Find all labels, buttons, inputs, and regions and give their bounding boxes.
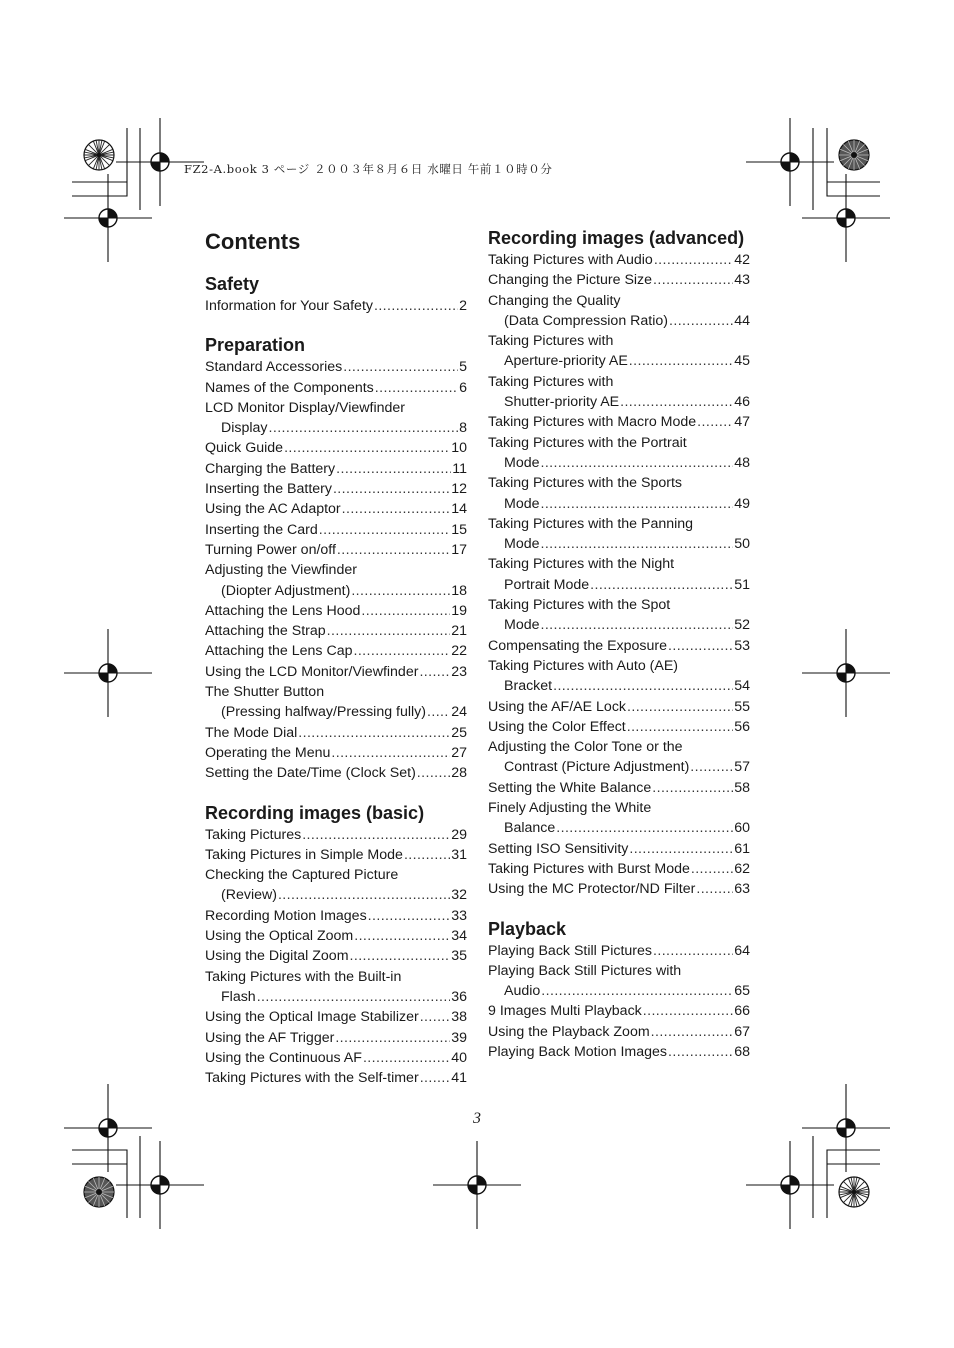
toc-page-number: 8 — [459, 420, 467, 437]
print-header: FZ2-A.book 3 ページ ２００３年８月６日 水曜日 午前１０時０分 — [184, 162, 553, 176]
toc-page-number: 47 — [734, 414, 750, 431]
toc-entry-title: Standard Accessories — [205, 359, 343, 376]
toc-page-number: 51 — [734, 576, 750, 593]
toc-entry[interactable] — [205, 1048, 467, 1068]
toc-entry-title: Taking Pictures — [205, 826, 302, 843]
toc-entry[interactable] — [205, 967, 467, 1008]
toc-entry-title: LCD Monitor Display/Viewfinder — [205, 399, 406, 416]
toc-entry-title: Taking Pictures with Audio — [488, 252, 653, 268]
toc-entry[interactable] — [488, 798, 750, 839]
toc-entry-title: Taking Pictures with — [488, 373, 614, 390]
toc-entry-title: Taking Pictures in Simple Mode — [205, 846, 403, 863]
toc-page-number: 48 — [734, 454, 750, 471]
dot-leader — [652, 778, 733, 798]
toc-entry-title: Attaching the Strap — [205, 623, 326, 640]
dot-leader — [654, 250, 733, 270]
toc-page-number: 52 — [734, 617, 750, 634]
toc-entry[interactable] — [488, 514, 750, 555]
toc-entry-title: Checking the Captured Picture — [205, 867, 399, 884]
dot-leader — [342, 499, 451, 519]
dot-leader — [417, 763, 450, 783]
dot-leader — [298, 723, 450, 743]
toc-entry[interactable] — [488, 473, 750, 514]
toc-entry[interactable] — [488, 859, 750, 879]
toc-entry[interactable] — [205, 743, 467, 763]
dot-leader — [643, 1001, 733, 1021]
toc-entry-title: Attaching the Lens Cap — [205, 643, 353, 660]
dot-leader — [651, 1022, 734, 1042]
toc-entry[interactable] — [488, 291, 750, 332]
toc-page-number: 10 — [451, 440, 467, 457]
toc-entry[interactable] — [205, 1068, 467, 1088]
dot-leader — [541, 494, 734, 514]
toc-entry[interactable] — [205, 682, 467, 723]
toc-entry[interactable] — [488, 961, 750, 1002]
dot-leader — [374, 296, 458, 316]
toc-section-recording-images-advanced — [488, 226, 750, 900]
toc-page-number: 57 — [734, 759, 750, 776]
toc-entry[interactable] — [488, 879, 750, 899]
toc-page-number: 6 — [459, 379, 467, 396]
dot-leader — [420, 1007, 451, 1027]
toc-entry-title: Taking Pictures with Auto (AE) — [488, 657, 679, 674]
toc-entry[interactable] — [488, 656, 750, 697]
dot-leader — [363, 1048, 450, 1068]
toc-page-number: 15 — [451, 521, 467, 538]
dot-leader — [697, 412, 733, 432]
dot-leader — [690, 757, 733, 777]
toc-entry-title: Quick Guide — [205, 440, 284, 457]
toc-page-number: 17 — [451, 541, 467, 558]
toc-entry[interactable] — [488, 331, 750, 372]
toc-entry-title: Taking Pictures with — [488, 333, 614, 350]
toc-entry-title: Compensating the Exposure — [488, 637, 668, 654]
toc-entry-title: Taking Pictures with Burst Mode — [488, 860, 690, 877]
toc-page-number: 29 — [451, 826, 467, 843]
toc-entry[interactable] — [205, 499, 467, 519]
dot-leader — [361, 601, 450, 621]
toc-entry-continuation: Balance — [504, 820, 556, 837]
dot-leader — [337, 540, 450, 560]
toc-page-number: 42 — [734, 252, 750, 268]
toc-page-number: 27 — [451, 744, 467, 761]
toc-page-number: 28 — [451, 765, 467, 782]
dot-leader — [284, 438, 450, 458]
dot-leader — [668, 636, 733, 656]
toc-entry-continuation: (Pressing halfway/Pressing fully) — [221, 704, 427, 721]
toc-entry-title: Taking Pictures with the Self-timer — [205, 1070, 419, 1087]
dot-leader — [629, 351, 733, 371]
toc-entry[interactable] — [205, 296, 467, 316]
toc-entry-title: Taking Pictures with the Spot — [488, 597, 671, 614]
dot-leader — [541, 534, 734, 554]
toc-entry-continuation: Shutter-priority AE — [504, 394, 620, 411]
toc-entry-title: Playing Back Still Pictures with — [488, 962, 682, 979]
toc-entry-title: Taking Pictures with the Panning — [488, 515, 694, 532]
dot-leader — [327, 621, 451, 641]
toc-entry-title: Playing Back Still Pictures — [488, 942, 653, 959]
toc-entry-continuation: Mode — [504, 617, 540, 634]
toc-entry-title: Inserting the Card — [205, 521, 318, 538]
toc-entry-continuation: Audio — [504, 983, 541, 1000]
toc-entry[interactable] — [488, 595, 750, 636]
dot-leader — [691, 859, 733, 879]
toc-entry-continuation: (Data Compression Ratio) — [504, 312, 669, 329]
toc-entry-continuation: Contrast (Picture Adjustment) — [504, 759, 690, 776]
toc-page-number: 40 — [451, 1049, 467, 1066]
dot-leader — [343, 357, 458, 377]
section-heading: Recording images (basic) — [205, 802, 425, 823]
toc-page-number: 65 — [734, 983, 750, 1000]
toc-entry-title: Setting ISO Sensitivity — [488, 840, 629, 857]
toc-entry[interactable] — [205, 357, 467, 377]
toc-entry-title: Using the AF/AE Lock — [488, 698, 627, 715]
toc-entry[interactable] — [488, 778, 750, 798]
page-title: Contents — [205, 229, 301, 254]
dot-leader — [541, 981, 733, 1001]
toc-entry-title: Using the Optical Zoom — [205, 928, 354, 945]
toc-entry-title: Setting the White Balance — [488, 779, 652, 796]
toc-section-preparation — [205, 333, 467, 783]
toc-entry-continuation: Mode — [504, 495, 540, 512]
dot-leader — [350, 946, 451, 966]
toc-page-number: 36 — [451, 988, 467, 1005]
toc-section-playback — [488, 917, 750, 1063]
toc-entry-title: Using the AF Trigger — [205, 1029, 335, 1046]
toc-entry[interactable] — [488, 737, 750, 778]
dot-leader — [653, 941, 733, 961]
toc-page-number: 19 — [451, 602, 467, 619]
contents-right-column — [488, 226, 750, 1062]
dot-leader — [553, 676, 733, 696]
toc-entry-title: Changing the Picture Size — [488, 272, 653, 289]
toc-page-number: 11 — [452, 460, 467, 477]
toc-entry[interactable] — [205, 906, 467, 926]
toc-entry-title: Taking Pictures with the Portrait — [488, 434, 687, 451]
toc-entry-title: Changing the Quality — [488, 292, 621, 309]
toc-page-number: 62 — [734, 860, 750, 877]
toc-entry[interactable] — [205, 825, 467, 845]
toc-page-number: 34 — [451, 928, 467, 945]
dot-leader — [556, 818, 733, 838]
toc-entry[interactable] — [488, 941, 750, 961]
toc-entry[interactable] — [205, 378, 467, 398]
dot-leader — [354, 926, 450, 946]
dot-leader — [668, 1042, 733, 1062]
toc-page-number: 63 — [734, 881, 750, 898]
dot-leader — [368, 906, 451, 926]
toc-entry-title: Adjusting the Color Tone or the — [488, 739, 683, 756]
toc-entry[interactable] — [488, 554, 750, 595]
toc-page-number: 18 — [451, 582, 467, 599]
toc-page-number: 58 — [734, 779, 750, 796]
contents-left-column — [205, 226, 467, 1088]
toc-page-number: 23 — [451, 663, 467, 680]
section-heading: Safety — [205, 274, 260, 294]
dot-leader — [351, 581, 450, 601]
toc-entry[interactable] — [488, 1022, 750, 1042]
toc-page-number: 64 — [734, 942, 750, 959]
toc-entry-continuation: (Diopter Adjustment) — [221, 582, 351, 599]
toc-page-number: 39 — [451, 1029, 467, 1046]
dot-leader — [319, 520, 450, 540]
toc-entry-title: Using the Continuous AF — [205, 1049, 362, 1066]
toc-page-number: 50 — [734, 536, 750, 553]
toc-entry-title: Using the Playback Zoom — [488, 1023, 650, 1040]
dot-leader — [404, 845, 450, 865]
toc-entry-continuation: Flash — [221, 988, 256, 1005]
dot-leader — [257, 987, 451, 1007]
page-number: 3 — [473, 1110, 481, 1127]
toc-page-number: 32 — [451, 887, 467, 904]
toc-entry-title: Adjusting the Viewfinder — [205, 562, 357, 579]
dot-leader — [653, 270, 733, 290]
section-heading: Playback — [488, 918, 567, 939]
toc-section-safety — [205, 272, 467, 316]
dot-leader — [669, 311, 733, 331]
toc-entry[interactable] — [488, 717, 750, 737]
toc-entry-title: Turning Power on/off — [205, 541, 336, 558]
toc-entry-continuation: Mode — [504, 536, 540, 553]
toc-entry[interactable] — [205, 560, 467, 601]
toc-page-number: 46 — [734, 394, 750, 411]
toc-page-number: 66 — [734, 1003, 750, 1020]
dot-leader — [335, 1028, 450, 1048]
toc-entry[interactable] — [488, 839, 750, 859]
toc-page-number: 21 — [451, 623, 467, 640]
toc-page-number: 61 — [734, 840, 750, 857]
dot-leader — [354, 641, 451, 661]
toc-page-number: 22 — [451, 643, 467, 660]
toc-entry-continuation: Display — [221, 420, 268, 437]
toc-page-number: 25 — [451, 724, 467, 741]
toc-entry[interactable] — [488, 433, 750, 474]
toc-entry[interactable] — [205, 520, 467, 540]
section-heading: Recording images (advanced) — [488, 228, 745, 248]
toc-entry-title: Inserting the Battery — [205, 481, 332, 498]
toc-entry[interactable] — [205, 1007, 467, 1027]
toc-entry[interactable] — [205, 946, 467, 966]
toc-entry-continuation: Portrait Mode — [504, 576, 590, 593]
toc-section-recording-images-basic — [205, 801, 467, 1089]
toc-entry-title: Taking Pictures with the Built-in — [205, 968, 402, 985]
toc-entry[interactable] — [488, 1001, 750, 1021]
toc-entry[interactable] — [205, 398, 467, 439]
toc-entry-title: Finely Adjusting the White — [488, 800, 652, 817]
toc-entry[interactable] — [205, 723, 467, 743]
toc-entry[interactable] — [205, 540, 467, 560]
toc-entry-continuation: (Review) — [221, 887, 277, 904]
dot-leader — [629, 839, 733, 859]
toc-entry-title: Information for Your Safety — [205, 298, 373, 314]
dot-leader — [627, 697, 733, 717]
toc-entry[interactable] — [488, 697, 750, 717]
toc-page-number: 53 — [734, 637, 750, 654]
toc-page-number: 35 — [451, 948, 467, 965]
dot-leader — [620, 392, 733, 412]
toc-entry-title: Taking Pictures with Macro Mode — [488, 414, 697, 431]
toc-entry[interactable] — [205, 865, 467, 906]
dot-leader — [627, 717, 733, 737]
toc-entry[interactable] — [488, 250, 750, 270]
toc-page-number: 44 — [734, 312, 750, 329]
dot-leader — [541, 615, 734, 635]
toc-page-number: 5 — [459, 359, 467, 376]
dot-leader — [427, 702, 450, 722]
section-heading: Preparation — [205, 335, 306, 356]
toc-entry-title: Taking Pictures with the Sports — [488, 475, 682, 492]
toc-page-number: 12 — [451, 481, 467, 498]
toc-entry-title: Using the Color Effect — [488, 718, 626, 735]
toc-entry[interactable] — [488, 1042, 750, 1062]
toc-entry[interactable] — [488, 636, 750, 656]
toc-entry-title: Attaching the Lens Hood — [205, 602, 361, 619]
toc-entry-title: Using the LCD Monitor/Viewfinder — [205, 663, 419, 680]
toc-entry[interactable] — [205, 459, 467, 479]
dot-leader — [269, 418, 459, 438]
toc-page-number: 31 — [451, 846, 467, 863]
toc-entry[interactable] — [205, 763, 467, 783]
dot-leader — [331, 743, 450, 763]
toc-entry[interactable] — [205, 641, 467, 661]
dot-leader — [336, 459, 451, 479]
toc-entry-title: The Mode Dial — [205, 724, 298, 741]
toc-page-number: 24 — [451, 704, 467, 721]
toc-page-number: 43 — [734, 272, 750, 289]
toc-entry-title: Using the AC Adaptor — [205, 501, 341, 518]
toc-entry-continuation: Aperture-priority AE — [504, 353, 628, 370]
toc-entry-title: Names of the Components — [205, 379, 374, 396]
toc-page-number: 67 — [734, 1023, 750, 1040]
toc-entry[interactable] — [205, 601, 467, 621]
dot-leader — [541, 453, 734, 473]
toc-page-number: 56 — [734, 718, 750, 735]
toc-entry[interactable] — [205, 621, 467, 641]
toc-page-number: 45 — [734, 353, 750, 370]
dot-leader — [419, 662, 450, 682]
left-sections — [205, 272, 467, 1088]
dot-leader — [696, 879, 733, 899]
toc-entry[interactable] — [205, 438, 467, 458]
toc-page-number: 60 — [734, 820, 750, 837]
toc-entry-title: Operating the Menu — [205, 744, 331, 761]
dot-leader — [590, 575, 733, 595]
toc-entry-title: Using the Optical Image Stabilizer — [205, 1009, 419, 1026]
toc-entry-title: Setting the Date/Time (Clock Set) — [205, 765, 416, 782]
toc-entry[interactable] — [205, 662, 467, 682]
toc-entry-title: Playing Back Motion Images — [488, 1043, 668, 1060]
toc-entry-title: Using the MC Protector/ND Filter — [488, 881, 696, 898]
dot-leader — [302, 825, 450, 845]
toc-entry-title: Taking Pictures with the Night — [488, 556, 675, 573]
toc-page-number: 68 — [734, 1043, 750, 1060]
toc-page-number: 41 — [451, 1070, 467, 1087]
dot-leader — [375, 378, 458, 398]
toc-page-number: 33 — [451, 907, 467, 924]
toc-entry-title: Charging the Battery — [205, 460, 336, 477]
toc-entry[interactable] — [205, 479, 467, 499]
toc-entry[interactable] — [205, 1028, 467, 1048]
dot-leader — [420, 1068, 451, 1088]
right-sections — [488, 226, 750, 1062]
toc-page-number: 54 — [734, 678, 750, 695]
toc-entry-continuation: Bracket — [504, 678, 553, 695]
toc-entry-title: Using the Digital Zoom — [205, 948, 349, 965]
toc-page-number: 14 — [451, 501, 467, 518]
toc-entry[interactable] — [488, 412, 750, 432]
toc-page-number: 2 — [459, 298, 467, 314]
toc-page-number: 55 — [734, 698, 750, 715]
toc-page-number: 49 — [734, 495, 750, 512]
toc-entry-title: 9 Images Multi Playback — [488, 1003, 642, 1020]
toc-entry[interactable] — [488, 270, 750, 290]
toc-entry-title: Recording Motion Images — [205, 907, 367, 924]
dot-leader — [278, 885, 450, 905]
toc-entry[interactable] — [205, 926, 467, 946]
toc-page-number: 38 — [451, 1009, 467, 1026]
toc-entry[interactable] — [488, 372, 750, 413]
dot-leader — [333, 479, 450, 499]
toc-entry[interactable] — [205, 845, 467, 865]
toc-entry-continuation: Mode — [504, 454, 540, 471]
toc-entry-title: The Shutter Button — [205, 684, 325, 701]
